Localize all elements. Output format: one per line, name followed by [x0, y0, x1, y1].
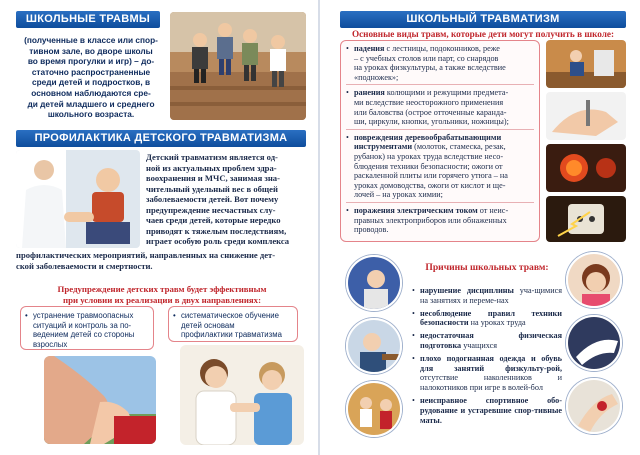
cause-text: на уроках труда — [468, 318, 526, 328]
direction-line: ситуаций и контроль за по- — [33, 320, 132, 330]
bullet: • — [346, 44, 349, 53]
bullet: • — [412, 286, 415, 295]
injury-type-text: рубанок) на уроках труда вследствие несо- — [354, 151, 504, 161]
lead-line: ди детей младшего и среднего — [27, 98, 155, 109]
injury-type-falls — [346, 44, 534, 82]
injury-type-electric — [346, 206, 534, 235]
photo-doctor-child — [16, 150, 140, 248]
causes-list — [412, 286, 562, 428]
photo-circle-knee — [566, 378, 622, 434]
bullet: • — [412, 353, 415, 363]
cause-head: несоблюдение правил техники безопасности — [420, 308, 562, 328]
injury-type-text: ши, циркули, кнопки, угольники, ножницы); — [354, 117, 509, 127]
injury-type-text: на уроках физкультуры, а также вследствие — [354, 63, 506, 73]
lead-paragraph — [16, 35, 166, 120]
direction-box-control — [20, 306, 154, 350]
cause-head: плохо подогнанная одежда и обувь для занятий физкульту-рой, — [420, 353, 562, 373]
causes-title: Причины школьных травм: — [425, 262, 549, 273]
cause-item — [412, 309, 562, 329]
body-line: ской заболеваемости и смертности. — [16, 260, 153, 271]
divider — [346, 202, 534, 203]
injury-type-text: или баловства (острое отточенные каранда- — [354, 107, 507, 117]
direction-line: систематическое обучение — [181, 311, 279, 320]
cause-head: нарушение дисциплины — [420, 286, 514, 295]
bullet: • — [25, 311, 28, 320]
injury-type-text: – с учебных столов или парт, со снарядов — [354, 53, 499, 63]
photo-circle-classroom — [346, 255, 402, 311]
body-line: профилактических мероприятий, направленных на снижение дет- — [16, 250, 276, 260]
title-school-injuries: ШКОЛЬНЫЕ ТРАВМЫ — [16, 11, 160, 28]
cause-item — [412, 331, 562, 351]
photo-cut-hand — [546, 92, 626, 140]
lead-line: во время прогулки и игр) – до- — [27, 56, 155, 67]
cause-item — [412, 286, 562, 306]
divider — [346, 129, 534, 130]
body-line: предупреждение несчастных слу- — [146, 204, 276, 215]
cause-item — [412, 354, 562, 393]
injury-type-text: ми вследствие неосторожного применения — [354, 97, 504, 107]
injury-type-text: колющими и режущими предмета- — [384, 88, 509, 98]
photo-children-jumping — [170, 12, 306, 120]
body-line: чаев среди детей, которые нередко — [146, 215, 281, 225]
subtitle-line: Основные виды травм, которые дети могут получить в школе: — [351, 29, 615, 39]
injury-types-list — [340, 40, 540, 242]
injury-type-text: проводов. — [354, 225, 389, 235]
note-line: при условии их реализации в двух направлениях: — [63, 295, 261, 305]
prevention-body-top — [146, 152, 308, 247]
photo-circle-crying-girl — [566, 252, 622, 308]
injury-type-text: уроках домоводства, ожоги от кислот и ще- — [354, 180, 506, 190]
photo-circle-workshop — [346, 318, 402, 374]
cause-text: отсутствие наколенников и налокотников при игре в волей-бол — [420, 373, 562, 393]
note-line: Предупреждение детских травм будет эффективным — [57, 284, 267, 294]
bullet: • — [346, 88, 349, 98]
lead-line: основном наблюдаются сре- — [31, 87, 151, 98]
photo-circle-bandage — [566, 315, 622, 371]
injury-type-text: (молоток, стамеска, резак, — [412, 142, 506, 152]
direction-line: взрослых — [33, 339, 68, 349]
bullet: • — [412, 308, 415, 318]
body-line: воохранения и МЧС, занимая зна- — [146, 173, 280, 183]
injury-type-text: «подножек»; — [354, 72, 399, 82]
bullet: • — [346, 132, 349, 142]
bullet: • — [346, 205, 349, 215]
cause-text: учащихся — [461, 340, 497, 350]
injury-type-wounds — [346, 88, 534, 126]
page-fold — [318, 0, 320, 455]
injury-type-text: раскаленной плиты или горячего утюга – на — [354, 171, 508, 181]
body-line: играет особую роль среди комплекса — [146, 236, 290, 246]
body-line: чительный удельный вес в общей — [146, 183, 278, 194]
bullet: • — [173, 311, 176, 320]
injury-types-subtitle — [336, 29, 630, 40]
injury-type-head: повреждения деревообрабатывающими инструментами — [354, 132, 502, 152]
cause-text: уча-щимися на занятиях и переме-нах — [420, 286, 562, 305]
body-line: Детский травматизм является од- — [146, 152, 278, 162]
photo-mother-son — [180, 345, 304, 445]
injury-type-head: падения — [354, 44, 385, 53]
injury-type-text: правных электроприборов или обнаженных — [354, 215, 507, 225]
injury-type-head: поражения электрическим током — [354, 205, 478, 215]
cause-head: недостаточная физическая подготовка — [420, 331, 562, 350]
direction-line: ведением детей со стороны — [33, 330, 135, 340]
injury-type-tools-burns — [346, 133, 534, 200]
cause-item — [412, 396, 562, 425]
body-line: приводят к тяжелым последствиям, — [146, 225, 287, 236]
lead-line: статочно распространенные — [31, 66, 151, 77]
lead-line: школьного возраста. — [47, 109, 135, 120]
prevention-body-bottom — [16, 250, 308, 271]
lead-line: (полученные в классе или спор- — [24, 35, 158, 45]
title-school-traumatism: ШКОЛЬНЫЙ ТРАВМАТИЗМ — [340, 11, 626, 28]
direction-line: профилактики травматизма — [181, 330, 282, 340]
photo-gym-fall — [546, 40, 626, 88]
direction-line: детей основам — [181, 320, 235, 330]
photo-electric-outlet — [546, 196, 626, 242]
body-line: заболеваемости детей. Вот почему — [146, 194, 279, 204]
injury-type-text: лочей – на уроках химии; — [354, 190, 443, 200]
divider — [346, 84, 534, 85]
injury-type-head: ранения — [354, 88, 385, 98]
injury-type-text: блюдения техники безопасности; ожоги от — [354, 161, 503, 171]
photo-stove-burn — [546, 144, 626, 192]
injury-type-text: с лестницы, подоконников, реже — [384, 44, 500, 53]
prevention-note — [16, 284, 308, 306]
lead-line: тивном зале, во дворе школы — [29, 45, 153, 56]
bullet: • — [412, 331, 415, 341]
photo-holding-hands — [44, 356, 156, 444]
bullet: • — [412, 395, 415, 405]
lead-line: среди детей и подростков, в — [31, 77, 151, 88]
photo-circle-gym — [346, 381, 402, 437]
injury-type-text: от неис- — [477, 205, 509, 215]
title-prevention: ПРОФИЛАКТИКА ДЕТСКОГО ТРАВМАТИЗМА — [16, 130, 306, 147]
direction-line: устранение травмоопасных — [33, 311, 134, 320]
cause-head: неисправное спортивное обо-рудование и устаревшие спор-тивные маты. — [420, 395, 562, 425]
body-line: ной из актуальных проблем здра- — [146, 162, 277, 173]
direction-box-education — [168, 306, 298, 342]
